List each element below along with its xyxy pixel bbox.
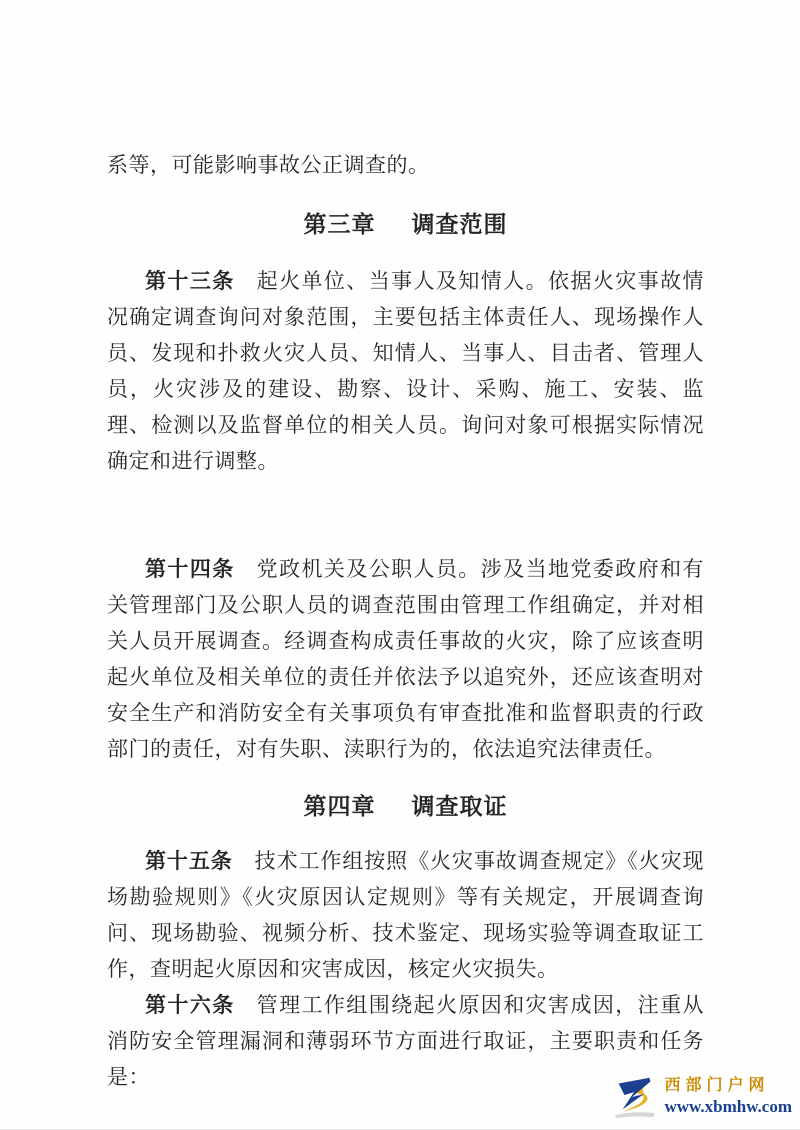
chapter-4-title: 调查取证 <box>411 793 508 819</box>
site-watermark-text <box>664 1075 792 1117</box>
article-16-label: 第十六条 <box>145 994 235 1017</box>
article-14 <box>107 552 704 768</box>
chapter-3-title: 调查范围 <box>411 211 508 237</box>
chapter-3-number: 第三章 <box>303 211 376 237</box>
chapter-4-heading <box>107 786 704 826</box>
site-url: www.xbmhw.com <box>664 1097 792 1116</box>
article-16-body: 管理工作组围绕起火原因和灾害成因，注重从消防安全管理漏洞和薄弱环节方面进行取证，主要职责和任务是： <box>107 994 705 1089</box>
article-13-body: 起火单位、当事人及知情人。依据火灾事故情况确定调查询问对象范围，主要包括主体责任人、现场操作人员、发现和扑救火灾人员、知情人、当事人、目击者、管理人员，火灾涉及的建设、勘察、设计、采购、施工、安装、监理、检测以及监督单位的相关人员。询问对象可根据实际情况确定和进行调整。 <box>107 270 705 473</box>
paragraph-continuation: 系等，可能影响事故公正调查的。 <box>107 154 430 177</box>
article-15 <box>107 844 704 988</box>
chapter-4-number: 第四章 <box>303 793 376 819</box>
site-watermark <box>611 1071 792 1121</box>
site-logo-icon <box>611 1071 659 1121</box>
document-body <box>107 148 704 1096</box>
article-15-body: 技术工作组按照《火灾事故调查规定》《火灾现场勘验规则》《火灾原因认定规则》等有关规定，开展调查询问、现场勘验、视频分析、技术鉴定、现场实验等调查取证工作，查明起火原因和灾害成因，核定火灾损失。 <box>107 850 705 981</box>
chapter-3-heading <box>107 204 704 244</box>
article-15-label: 第十五条 <box>145 850 233 873</box>
article-13 <box>107 264 704 480</box>
article-13-label: 第十三条 <box>145 270 235 293</box>
site-name: 西部门户网 <box>664 1077 770 1094</box>
article-14-body: 党政机关及公职人员。涉及当地党委政府和有关管理部门及公职人员的调查范围由管理工作组确定，并对相关人员开展调查。经调查构成责任事故的火灾，除了应该查明起火单位及相关单位的责任并依法予以追究外，还应该查明对安全生产和消防安全有关事项负有审查批准和监督职责的行政部门的责任，对有失职、渎职行为的，依法追究法律责任。 <box>107 558 705 761</box>
article-14-label: 第十四条 <box>145 558 235 581</box>
